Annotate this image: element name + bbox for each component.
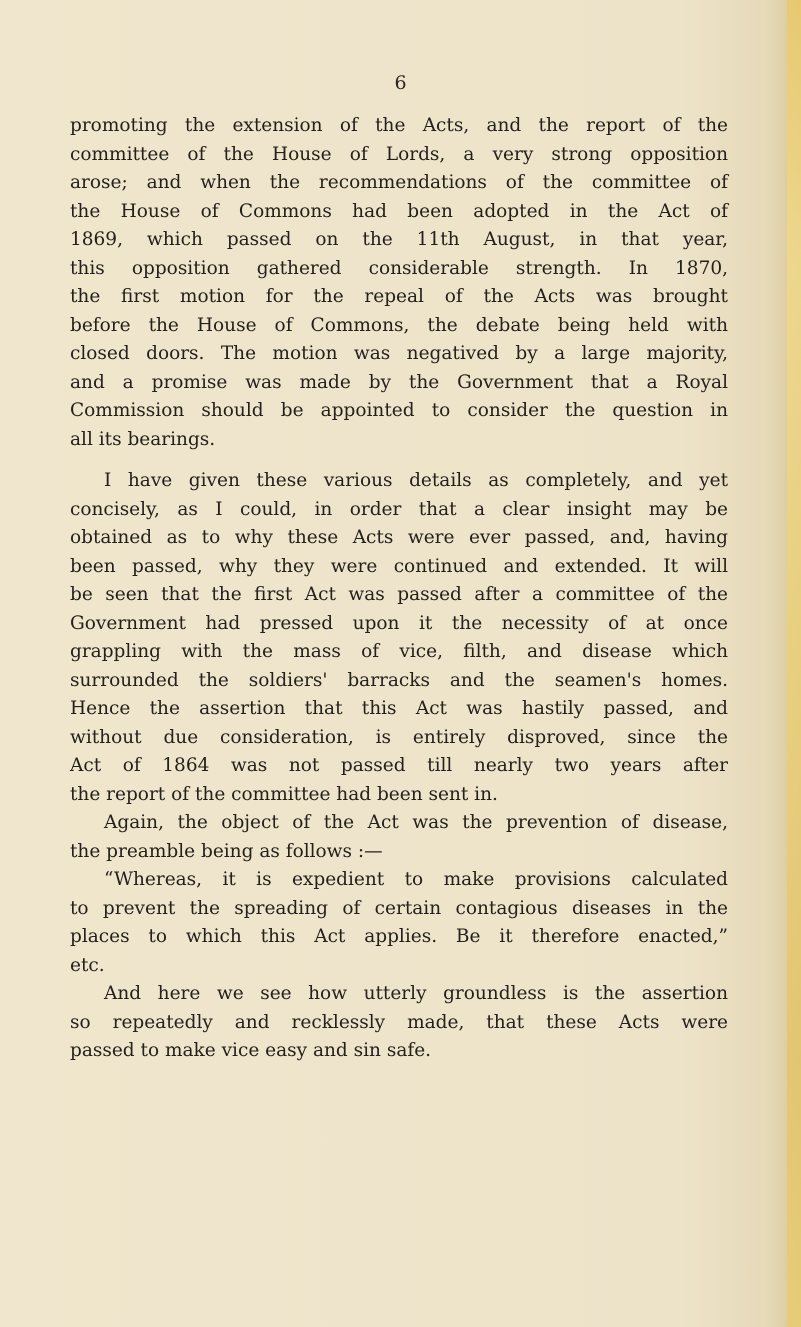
text-line: And here we see how utterly groundless is the assertion xyxy=(104,983,728,1004)
text-line: arose; and when the recommendations of the committee of xyxy=(70,172,728,193)
text-line: and a promise was made by the Government that a Royal xyxy=(70,371,728,393)
text-line: all its bearings. xyxy=(70,428,216,450)
text-line: closed doors. The motion was negatived by a large majority, xyxy=(70,343,728,364)
text-line: committee of the House of Lords, a very strong opposition xyxy=(70,143,728,165)
text-line: places to which this Act applies. Be it therefore enacted,” xyxy=(70,926,728,947)
text-line: the House of Commons had been adopted in the Act of xyxy=(70,200,728,222)
page-number: 6 xyxy=(394,72,407,94)
text-line: Government had pressed upon it the necessity of at once xyxy=(70,612,728,634)
text-line: concisely, as I could, in order that a clear insight may be xyxy=(70,498,728,520)
text-line: been passed, why they were continued and extended. It will xyxy=(70,555,728,577)
paragraph-4-quotation xyxy=(70,866,728,980)
text-line: so repeatedly and recklessly made, that these Acts were xyxy=(70,1011,728,1033)
text-line: Commission should be appointed to consider the question in xyxy=(70,400,728,421)
text-line: before the House of Commons, the debate being held with xyxy=(70,314,728,336)
text-line: be seen that the first Act was passed after a committee of the xyxy=(70,584,728,605)
page-edge-stain xyxy=(787,0,801,1327)
text-line: surrounded the soldiers' barracks and the seamen's homes. xyxy=(70,669,728,691)
text-line: obtained as to why these Acts were ever passed, and, having xyxy=(70,527,728,548)
text-line: “Whereas, it is expedient to make provisions calculated xyxy=(104,869,728,890)
paragraph-3 xyxy=(70,809,728,866)
text-line: Act of 1864 was not passed till nearly two years after xyxy=(70,755,728,776)
text-line: the preamble being as follows :— xyxy=(70,840,383,862)
text-line: without due consideration, is entirely disproved, since the xyxy=(70,726,728,748)
text-line: to prevent the spreading of certain contagious diseases in the xyxy=(70,897,728,919)
text-line: grappling with the mass of vice, filth, and disease which xyxy=(70,641,728,662)
text-line: 1869, which passed on the 11th August, in that year, xyxy=(70,229,728,250)
text-line: promoting the extension of the Acts, and the report of the xyxy=(70,115,728,136)
text-line: the report of the committee had been sent in. xyxy=(70,783,498,805)
paragraph-2 xyxy=(70,467,728,809)
paragraph-1 xyxy=(70,112,728,454)
paragraph-5 xyxy=(70,980,728,1066)
text-line: etc. xyxy=(70,954,105,976)
text-line: passed to make vice easy and sin safe. xyxy=(70,1040,432,1061)
text-line: Hence the assertion that this Act was hastily passed, and xyxy=(70,698,728,719)
text-line: the first motion for the repeal of the Acts was brought xyxy=(70,286,728,307)
text-line: this opposition gathered considerable strength. In 1870, xyxy=(70,257,728,279)
text-line: Again, the object of the Act was the prevention of disease, xyxy=(104,812,728,833)
text-line: I have given these various details as completely, and yet xyxy=(104,470,728,491)
body-text xyxy=(70,112,728,1066)
